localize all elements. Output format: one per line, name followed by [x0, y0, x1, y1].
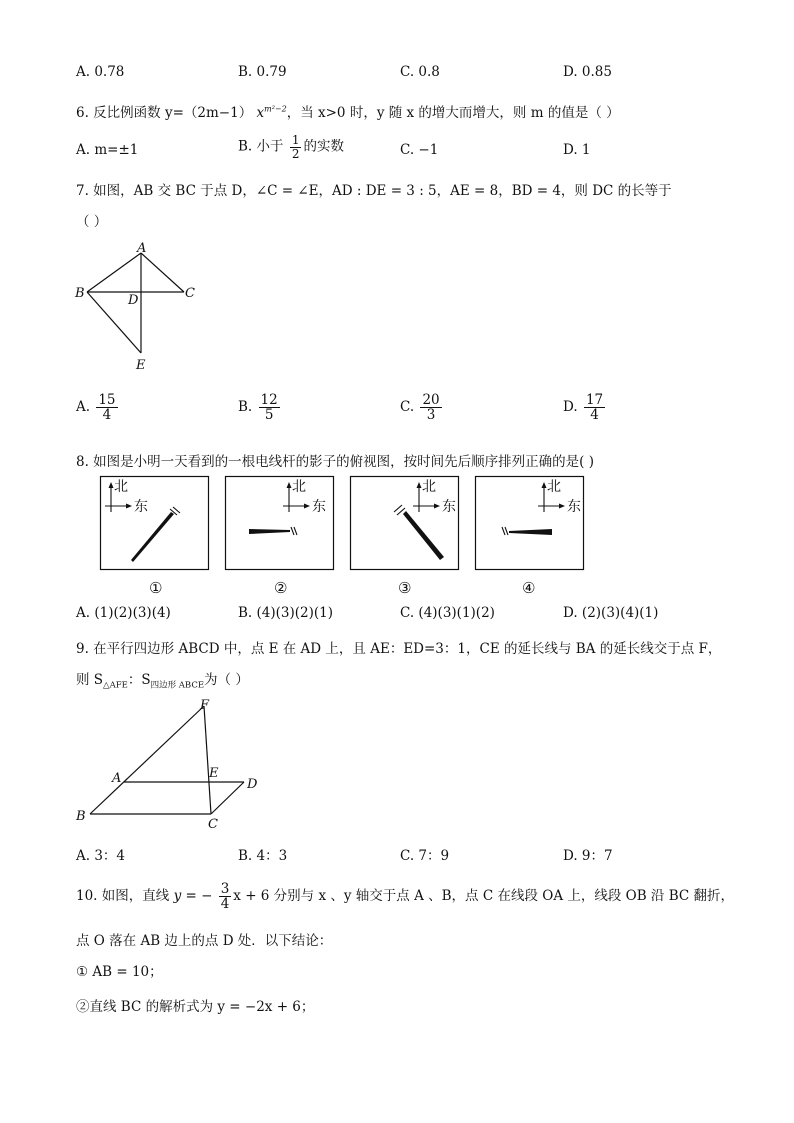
q7-option-c-denominator: 3: [426, 407, 436, 424]
q10-numerator: 3: [220, 881, 230, 897]
q7-option-a-denominator: 4: [102, 407, 112, 424]
label-b: B: [75, 286, 85, 301]
q6-exponent: m²−2: [264, 104, 287, 114]
q10-y-eq: y = −: [173, 888, 213, 905]
q7-option-a: [76, 393, 120, 422]
q5-option-a: A. 0.78: [76, 64, 125, 80]
label-c: C: [185, 286, 195, 301]
segment-ac: [141, 253, 184, 292]
q8-option-c: C. (4)(3)(1)(2): [400, 605, 495, 621]
panel-frame: [226, 477, 334, 570]
panel-label-2: ②: [274, 579, 288, 597]
q9-line2-post: 为（ ）: [204, 672, 249, 688]
q9-sub1: △AFE: [103, 680, 128, 691]
north-label: 北: [292, 479, 306, 495]
q7-option-b-fraction: [259, 393, 280, 422]
q7-option-a-numerator: 15: [98, 392, 116, 408]
q7-option-d-letter: D.: [563, 399, 578, 416]
label-b: B: [76, 809, 86, 824]
north-label: 北: [422, 479, 436, 495]
q7-option-b: [238, 393, 282, 422]
panel-frame: [476, 477, 584, 570]
east-label: 东: [134, 499, 148, 515]
q6-option-b: [238, 134, 344, 160]
q6-option-b-denominator: 2: [291, 146, 300, 161]
question-6: [76, 101, 620, 121]
q7-option-d-fraction: [584, 393, 605, 422]
shadow-panel-4: [475, 476, 585, 571]
q6-text-part2: ，当 x>0 时，y 随 x 的增大而增大，则 m 的值是（ ）: [286, 105, 620, 121]
q10-line1: [76, 882, 734, 911]
q7-text: 7. 如图，AB 交 BC 于点 D，∠C = ∠E，AD : DE = 3 : 5，AE = 8，BD = 4，则 DC 的长等于: [76, 183, 672, 199]
q10-post: x + 6 分别与 x 、y 轴交于点 A 、B，点 C 在线段 OA 上，线段 OB 沿 BC 翻折，: [233, 888, 735, 905]
panel-label-3: ③: [398, 579, 412, 597]
q9-option-c: C. 7：9: [400, 848, 450, 864]
q10-denominator: 4: [220, 896, 230, 913]
q10-fraction: [219, 882, 232, 911]
shadow-panel-1: [100, 476, 210, 571]
q7-option-d-numerator: 17: [585, 392, 604, 408]
label-f: F: [200, 698, 210, 713]
shadow-panel-3: [350, 476, 460, 571]
q6-option-b-fraction: [290, 134, 302, 160]
q8-text: 8. 如图是小明一天看到的一根电线杆的影子的俯视图，按时间先后顺序排列正确的是( ): [76, 454, 594, 470]
q7-option-d-denominator: 4: [590, 407, 599, 424]
q10-item1: ① AB = 10；: [76, 964, 163, 980]
q6-option-c: C. −1: [400, 142, 439, 158]
q7-option-d: [563, 393, 607, 422]
q7-option-c-fraction: [420, 393, 441, 422]
segment-bf: [90, 706, 204, 814]
label-c: C: [208, 817, 218, 832]
label-e: E: [136, 358, 146, 373]
q9-option-a: A. 3：4: [76, 848, 126, 864]
east-label: 东: [442, 499, 456, 515]
east-label: 东: [312, 499, 326, 515]
label-a: A: [112, 771, 122, 786]
q9-option-b: B. 4：3: [238, 848, 288, 864]
q6-option-b-numerator: 1: [291, 133, 300, 147]
shadow-panel-2: [225, 476, 335, 571]
q7-option-b-numerator: 12: [260, 392, 278, 408]
segment-dc: [211, 782, 244, 814]
panel-label-1: ①: [149, 579, 163, 597]
label-e: E: [209, 766, 219, 781]
north-label: 北: [114, 479, 128, 495]
q7-option-b-denominator: 5: [264, 407, 274, 424]
q6-text-part1: 6. 反比例函数 y=（2m−1）: [76, 105, 253, 121]
label-d: D: [247, 777, 258, 792]
q7-figure: [70, 238, 210, 378]
q5-option-c: C. 0.8: [400, 64, 440, 80]
q8-option-b: B. (4)(3)(2)(1): [238, 605, 333, 621]
q8-option-d: D. (2)(3)(4)(1): [563, 605, 659, 621]
q8-option-a: A. (1)(2)(3)(4): [76, 605, 171, 621]
q10-item2: ②直线 BC 的解析式为 y = −2x + 6；: [76, 999, 315, 1015]
panel-label-4: ④: [522, 579, 536, 597]
q9-line2-pre: 则 S: [76, 672, 104, 688]
q9-sub2: 四边形 ABCE: [150, 680, 205, 691]
north-label: 北: [547, 479, 561, 495]
segment-fc: [204, 706, 211, 814]
q6-option-a: A. m=±1: [76, 142, 139, 158]
q9-line2-mid: ：S: [127, 672, 151, 688]
q6-option-d: D. 1: [563, 142, 591, 158]
q5-option-d: D. 0.85: [563, 64, 612, 80]
q5-option-b: B. 0.79: [238, 64, 287, 80]
q9-option-d: D. 9：7: [563, 848, 613, 864]
label-a: A: [137, 241, 147, 256]
q9-figure: [72, 696, 272, 831]
q7-option-c-numerator: 20: [422, 392, 440, 408]
q9-line1: 9. 在平行四边形 ABCD 中，点 E 在 AD 上，且 AE：ED=3：1，CE 的延长线与 BA 的延长线交于点 F，: [76, 641, 722, 657]
q10-pre: 10. 如图，直线: [76, 888, 170, 905]
q7-option-c-letter: C.: [400, 399, 415, 416]
q9-line2: [76, 668, 249, 691]
q6-option-b-prefix: B. 小于: [238, 138, 284, 155]
q7-option-a-fraction: [96, 393, 117, 422]
q6-option-b-suffix: 的实数: [303, 138, 344, 155]
east-label: 东: [567, 499, 581, 515]
segment-ba: [87, 253, 141, 292]
q7-option-c: [400, 393, 444, 422]
q7-paren: （ ）: [76, 214, 108, 230]
label-d: D: [128, 293, 139, 308]
q7-option-a-letter: A.: [76, 399, 91, 416]
q7-option-b-letter: B.: [238, 399, 253, 416]
q6-base: x: [256, 105, 265, 121]
q10-line2: 点 O 落在 AB 边上的点 D 处．以下结论：: [76, 933, 333, 949]
